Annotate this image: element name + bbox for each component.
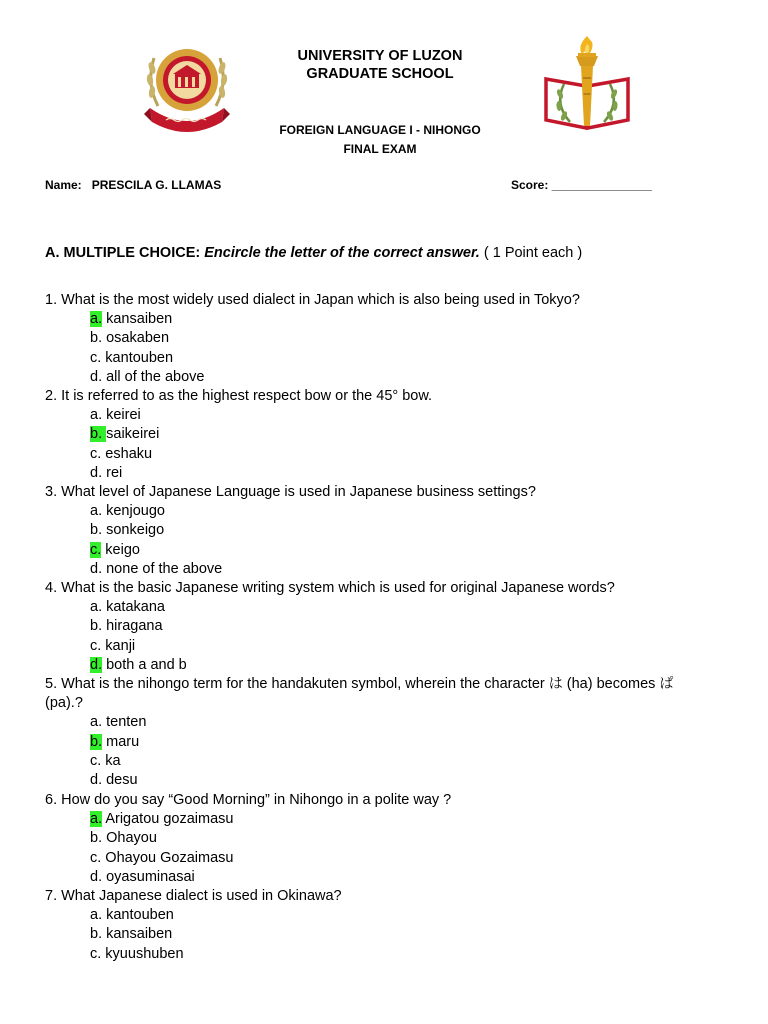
question-text: (ha) becomes	[562, 676, 660, 692]
option-text: katakana	[102, 599, 165, 615]
question-7-option-b	[90, 925, 172, 944]
section-points: ( 1 Point each )	[483, 245, 583, 261]
option-letter: d.	[90, 369, 103, 385]
question-2-option-d	[90, 464, 122, 483]
course-title: FOREIGN LANGUAGE I - NIHONGO	[279, 123, 481, 137]
question-5-option-b	[90, 733, 139, 752]
option-text: hiragana	[102, 618, 163, 634]
option-text: kanji	[101, 638, 136, 654]
question-6: 6. How do you say “Good Morning” in Nihongo in a polite way ?	[45, 792, 452, 808]
question-text: 5. What is the nihongo term for the handakuten symbol, wherein the character	[45, 676, 549, 692]
question-1-option-c	[90, 349, 173, 368]
option-letter: d.	[90, 561, 103, 577]
question-4-option-b	[90, 617, 163, 636]
option-text: ka	[101, 753, 121, 769]
question-2-option-b	[90, 425, 159, 444]
option-letter: a.	[90, 714, 103, 730]
option-letter: b.	[90, 330, 103, 346]
question-1-option-d	[90, 368, 204, 387]
option-text: both a and b	[102, 657, 187, 673]
option-text: saikeirei	[106, 426, 160, 442]
question-1-option-b	[90, 329, 169, 348]
option-letter: b.	[90, 926, 103, 942]
question-1-option-a	[90, 310, 172, 329]
option-text: kansaiben	[102, 311, 173, 327]
score-blank: _______________	[551, 178, 652, 192]
option-letter: a.	[90, 811, 103, 827]
name-label: Name:	[45, 178, 82, 192]
question-3-option-b	[90, 521, 164, 540]
question-7: 7. What Japanese dialect is used in Okinawa?	[45, 888, 342, 904]
question-6-option-a	[90, 810, 233, 829]
option-letter: b.	[90, 830, 103, 846]
option-text: kyuushuben	[101, 946, 184, 962]
option-letter: a.	[90, 907, 103, 923]
option-letter: a.	[90, 407, 103, 423]
graduate-school-title: GRADUATE SCHOOL	[306, 66, 454, 82]
option-text: tenten	[102, 714, 147, 730]
question-4-option-d	[90, 656, 187, 675]
section-title: A. MULTIPLE CHOICE:	[45, 245, 201, 261]
option-letter: c.	[90, 350, 102, 366]
option-letter: b.	[90, 734, 103, 750]
option-letter: a.	[90, 311, 103, 327]
question-4-option-a	[90, 598, 165, 617]
university-name: UNIVERSITY OF LUZON	[297, 48, 463, 64]
kana-ha: は	[548, 676, 563, 692]
student-name: PRESCILA G. LLAMAS	[91, 178, 222, 192]
option-letter: c.	[90, 850, 102, 866]
option-text: Ohayou Gozaimasu	[101, 850, 234, 866]
score-row	[511, 178, 652, 192]
option-text: kantouben	[102, 907, 174, 923]
question-5-option-c	[90, 752, 121, 771]
question-7-option-c	[90, 945, 184, 964]
option-letter: d.	[90, 869, 103, 885]
question-3-option-a	[90, 502, 165, 521]
student-name-row	[45, 178, 221, 192]
option-text: sonkeigo	[102, 522, 165, 538]
option-letter: b.	[90, 426, 107, 442]
section-a-heading	[45, 245, 582, 261]
question-5-continuation: (pa).?	[45, 695, 83, 711]
option-text: Ohayou	[102, 830, 157, 846]
option-letter: d.	[90, 465, 103, 481]
question-1: 1. What is the most widely used dialect in Japan which is also being used in Tokyo?	[45, 292, 580, 308]
option-text: kantouben	[101, 350, 174, 366]
question-4: 4. What is the basic Japanese writing system which is used for original Japanese words?	[45, 580, 615, 596]
option-text: kansaiben	[102, 926, 173, 942]
option-text: keigo	[101, 542, 140, 558]
question-6-option-b	[90, 829, 157, 848]
kana-pa: ぱ	[659, 676, 674, 692]
option-text: keirei	[102, 407, 141, 423]
option-letter: c.	[90, 542, 102, 558]
question-7-option-a	[90, 906, 174, 925]
option-text: maru	[102, 734, 140, 750]
question-6-option-c	[90, 849, 233, 868]
question-6-option-d	[90, 868, 195, 887]
university-of-luzon-seal-icon	[144, 38, 230, 134]
question-4-option-c	[90, 637, 135, 656]
option-text: oyasuminasai	[102, 869, 195, 885]
question-2-option-a	[90, 406, 141, 425]
option-text: rei	[102, 465, 123, 481]
question-2-option-c	[90, 445, 152, 464]
option-letter: b.	[90, 618, 103, 634]
option-letter: b.	[90, 522, 103, 538]
question-5-option-a	[90, 713, 146, 732]
option-text: osakaben	[102, 330, 170, 346]
question-3: 3. What level of Japanese Language is used in Japanese business settings?	[45, 484, 536, 500]
option-letter: c.	[90, 638, 102, 654]
option-text: all of the above	[102, 369, 205, 385]
option-text: eshaku	[101, 446, 153, 462]
option-text: kenjougo	[102, 503, 165, 519]
option-letter: d.	[90, 657, 103, 673]
option-letter: a.	[90, 599, 103, 615]
option-letter: c.	[90, 753, 102, 769]
question-2: 2. It is referred to as the highest respect bow or the 45° bow.	[45, 388, 433, 404]
score-label: Score:	[511, 178, 549, 192]
option-letter: d.	[90, 772, 103, 788]
option-letter: c.	[90, 446, 102, 462]
question-5-option-d	[90, 771, 138, 790]
section-instruction: Encircle the letter of the correct answer.	[204, 245, 480, 261]
question-3-option-d	[90, 560, 222, 579]
exam-title: FINAL EXAM	[343, 142, 417, 156]
option-text: Arigatou gozaimasu	[102, 811, 234, 827]
option-text: none of the above	[102, 561, 223, 577]
graduate-school-torch-emblem-icon	[542, 34, 632, 134]
question-3-option-c	[90, 541, 140, 560]
option-text: desu	[102, 772, 138, 788]
question-5	[45, 675, 673, 694]
option-letter: a.	[90, 503, 103, 519]
option-letter: c.	[90, 946, 102, 962]
